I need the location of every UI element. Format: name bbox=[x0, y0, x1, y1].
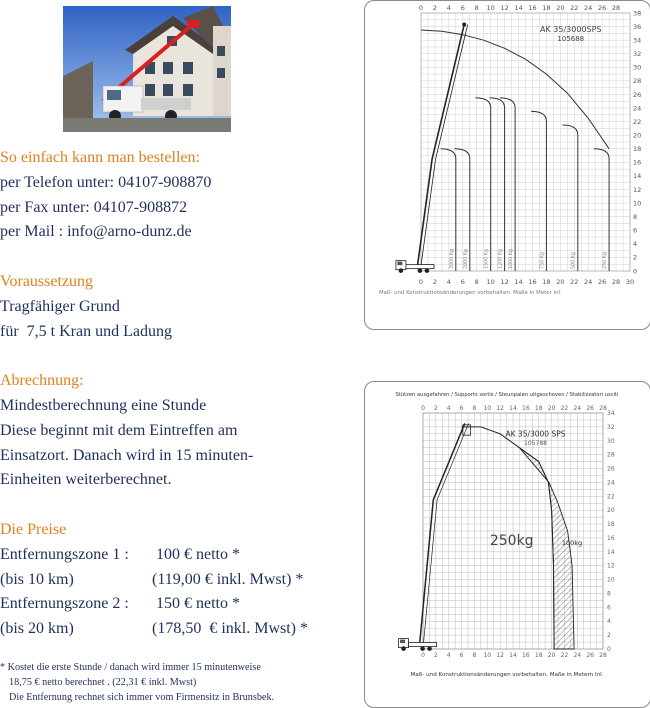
footnote-line3: Die Entfernung rechnet sich immer vom Firmensitz in Brunsbek. bbox=[9, 692, 275, 703]
chart-title: Stützen ausgefahren / Supports sortis / Steunpalen uitgeschoven / Stabilizzatori usciti bbox=[395, 392, 619, 398]
price-row-left: Entfernungszone 1 : bbox=[0, 545, 129, 563]
truck-wheel bbox=[420, 646, 425, 651]
x-top-tick-label: 6 bbox=[460, 4, 465, 12]
working-range-diagram-1-svg bbox=[365, 1, 650, 329]
price-row bbox=[0, 543, 355, 568]
y-tick-label: 2 bbox=[607, 632, 611, 640]
price-row-left: (bis 20 km) bbox=[0, 620, 74, 638]
load-label: 3000 Kg bbox=[449, 249, 455, 269]
y-tick-label: 14 bbox=[633, 172, 642, 181]
x-tick-label: 26 bbox=[597, 278, 607, 286]
model-label: AK 35/3000SPS bbox=[540, 25, 602, 35]
y-tick-label: 10 bbox=[607, 576, 615, 584]
x-tick-label: 14 bbox=[514, 278, 523, 286]
x-tick-label: 24 bbox=[584, 278, 593, 286]
x-tick-label: 12 bbox=[496, 652, 504, 659]
code-label: 105788 bbox=[524, 439, 547, 447]
x-top-tick-label: 2 bbox=[432, 4, 438, 12]
x-top-tick-label: 8 bbox=[474, 4, 479, 12]
x-top-tick-label: 14 bbox=[514, 4, 523, 12]
billing-line1: Mindestberechnung eine Stunde bbox=[0, 396, 207, 414]
x-tick-label: 22 bbox=[570, 278, 579, 286]
area-load-label: 250kg bbox=[489, 532, 534, 549]
x-top-tick-label: 12 bbox=[496, 405, 504, 412]
x-top-tick-label: 20 bbox=[547, 405, 556, 412]
truck-window bbox=[397, 262, 402, 266]
price-row-left: Entfernungszone 2 : bbox=[0, 595, 129, 613]
y-tick-label: 36 bbox=[633, 22, 642, 31]
load-label: 750 Kg bbox=[540, 252, 546, 269]
y-tick-label: 16 bbox=[607, 534, 615, 542]
code-label: 105688 bbox=[557, 34, 585, 43]
requirement-line1: Tragfähiger Grund bbox=[0, 297, 120, 315]
y-tick-label: 24 bbox=[607, 479, 615, 487]
y-tick-label: 38 bbox=[633, 9, 642, 18]
x-top-tick-label: 0 bbox=[421, 405, 425, 412]
working-range-diagram-2-svg bbox=[365, 382, 650, 707]
y-tick-label: 18 bbox=[607, 521, 615, 529]
prices-heading: Die Preise bbox=[0, 520, 67, 538]
x-top-tick-label: 10 bbox=[483, 405, 492, 412]
x-top-tick-label: 26 bbox=[586, 405, 594, 412]
y-tick-label: 6 bbox=[607, 604, 611, 612]
y-tick-label: 20 bbox=[607, 507, 615, 515]
x-top-tick-label: 20 bbox=[556, 4, 565, 12]
order-mail: per Mail : info@arno-dunz.de bbox=[0, 223, 192, 241]
x-tick-label: 8 bbox=[474, 278, 479, 286]
x-tick-label: 16 bbox=[522, 652, 530, 659]
y-tick-label: 16 bbox=[633, 158, 642, 167]
load-label: 1000 Kg bbox=[509, 249, 515, 269]
price-row bbox=[0, 617, 355, 642]
load-label: 1200 Kg bbox=[498, 249, 504, 269]
model-label: AK 35/3000 SPS bbox=[505, 429, 566, 439]
y-tick-label: 10 bbox=[633, 199, 642, 208]
x-tick-label: 10 bbox=[483, 652, 492, 659]
y-tick-label: 8 bbox=[633, 212, 638, 221]
price-row-right: 150 € netto * bbox=[156, 595, 240, 613]
y-tick-label: 0 bbox=[607, 646, 611, 653]
x-tick-label: 0 bbox=[418, 278, 424, 286]
order-phone: per Telefon unter: 04107-908870 bbox=[0, 173, 212, 191]
y-tick-label: 4 bbox=[607, 618, 611, 626]
x-top-tick-label: 16 bbox=[528, 4, 537, 12]
x-tick-label: 26 bbox=[586, 652, 594, 659]
y-tick-label: 12 bbox=[633, 185, 642, 194]
load-boundary bbox=[500, 98, 515, 271]
y-tick-label: 26 bbox=[633, 90, 642, 99]
price-row bbox=[0, 568, 355, 593]
x-top-tick-label: 26 bbox=[597, 4, 607, 12]
x-tick-label: 20 bbox=[556, 278, 565, 286]
footnote-line2: 18,75 € netto berechnet . (22,31 € inkl. Mwst) bbox=[9, 677, 197, 688]
x-top-tick-label: 22 bbox=[560, 405, 569, 412]
y-tick-label: 22 bbox=[633, 117, 642, 126]
truck-wheel bbox=[418, 268, 423, 273]
x-top-tick-label: 6 bbox=[459, 405, 464, 412]
y-tick-label: 34 bbox=[633, 36, 642, 45]
truck-wheel bbox=[425, 268, 430, 273]
x-top-tick-label: 4 bbox=[446, 4, 451, 12]
order-heading: So einfach kann man bestellen: bbox=[0, 149, 200, 166]
x-tick-label: 20 bbox=[547, 652, 556, 659]
x-top-tick-label: 14 bbox=[509, 405, 517, 412]
billing-line4: Einheiten weiterberechnet. bbox=[0, 471, 172, 489]
truck-bed bbox=[406, 265, 434, 269]
x-tick-label: 8 bbox=[472, 652, 477, 659]
y-tick-label: 28 bbox=[607, 451, 615, 459]
x-top-tick-label: 2 bbox=[433, 405, 438, 412]
truck-wheel bbox=[427, 646, 432, 651]
x-tick-label: 22 bbox=[560, 652, 569, 659]
x-tick-label: 6 bbox=[460, 278, 465, 286]
x-tick-label: 28 bbox=[611, 278, 621, 286]
edge-load-label: 100kg bbox=[561, 538, 583, 547]
x-top-tick-label: 12 bbox=[500, 4, 509, 12]
boom-tip bbox=[462, 23, 466, 27]
y-tick-label: 30 bbox=[633, 63, 642, 72]
price-row-right: 100 € netto * bbox=[156, 545, 240, 563]
x-top-tick-label: 18 bbox=[534, 405, 543, 412]
working-range-diagram-2 bbox=[364, 381, 650, 708]
billing-line2: Diese beginnt mit dem Eintreffen am bbox=[0, 421, 238, 439]
y-tick-label: 8 bbox=[607, 590, 611, 598]
y-tick-label: 20 bbox=[633, 131, 642, 140]
x-tick-label: 18 bbox=[542, 278, 551, 286]
y-tick-label: 34 bbox=[607, 410, 615, 417]
y-tick-label: 6 bbox=[633, 226, 638, 235]
truck-wheel bbox=[399, 268, 404, 273]
x-top-tick-label: 28 bbox=[599, 405, 607, 412]
truck-wheel bbox=[401, 646, 406, 651]
x-tick-label: 18 bbox=[534, 652, 543, 659]
y-tick-label: 28 bbox=[633, 77, 642, 86]
price-row-left: (bis 10 km) bbox=[0, 570, 74, 588]
y-tick-label: 24 bbox=[633, 104, 642, 113]
x-tick-label: 4 bbox=[446, 652, 451, 659]
x-tick-label: 6 bbox=[459, 652, 464, 659]
x-top-tick-label: 24 bbox=[584, 4, 593, 12]
requirement-line2: für 7,5 t Kran und Ladung bbox=[0, 322, 172, 340]
y-tick-label: 32 bbox=[633, 50, 642, 59]
truck-bed bbox=[409, 643, 437, 647]
x-tick-label: 10 bbox=[486, 278, 495, 286]
x-top-tick-label: 16 bbox=[522, 405, 530, 412]
load-boundary bbox=[489, 98, 504, 271]
y-tick-label: 0 bbox=[633, 267, 638, 276]
load-label: 2000 Kg bbox=[463, 249, 469, 269]
y-tick-label: 30 bbox=[607, 437, 615, 445]
x-tick-label: 12 bbox=[500, 278, 509, 286]
x-top-tick-label: 10 bbox=[486, 4, 495, 12]
price-row-right: (178,50 € inkl. Mwst) * bbox=[152, 620, 308, 638]
load-boundary bbox=[475, 98, 490, 271]
x-top-tick-label: 8 bbox=[472, 405, 477, 412]
x-tick-label: 28 bbox=[599, 652, 607, 659]
x-top-tick-label: 18 bbox=[542, 4, 551, 12]
footnote-line1: * Kostet die erste Stunde / danach wird immer 15 minutenweise bbox=[0, 662, 261, 673]
y-tick-label: 32 bbox=[607, 423, 615, 431]
y-tick-label: 26 bbox=[607, 465, 615, 473]
x-tick-label: 24 bbox=[573, 652, 582, 659]
y-tick-label: 14 bbox=[607, 548, 615, 556]
x-top-tick-label: 0 bbox=[418, 4, 424, 12]
x-tick-label: 2 bbox=[432, 278, 438, 286]
x-tick-label: 2 bbox=[433, 652, 438, 659]
x-tick-label: 14 bbox=[509, 652, 517, 659]
truck-photo bbox=[63, 6, 231, 132]
x-top-tick-label: 4 bbox=[446, 405, 451, 412]
x-top-tick-label: 28 bbox=[611, 4, 621, 12]
order-fax: per Fax unter: 04107-908872 bbox=[0, 198, 188, 216]
y-tick-label: 22 bbox=[607, 493, 615, 501]
info-text bbox=[0, 146, 355, 642]
requirement-heading: Voraussetzung bbox=[0, 272, 94, 290]
price-row bbox=[0, 592, 355, 617]
footer-note: Maß- und Konstruktionsänderungen vorbehalten. Maße in Metern Inl. bbox=[410, 672, 604, 678]
x-tick-label: 30 bbox=[625, 278, 635, 286]
x-top-tick-label: 24 bbox=[573, 405, 582, 412]
y-tick-label: 18 bbox=[633, 145, 642, 154]
load-label: 250 Kg bbox=[603, 252, 609, 269]
billing-line3: Einsatzort. Danach wird in 15 minuten- bbox=[0, 446, 254, 464]
truck-window bbox=[400, 640, 405, 644]
y-tick-label: 4 bbox=[633, 240, 638, 249]
y-tick-label: 2 bbox=[633, 253, 638, 262]
x-tick-label: 0 bbox=[421, 652, 425, 659]
load-label: 1500 Kg bbox=[484, 249, 490, 269]
footer-note: Maß- und Konstruktionsänderungen vorbehalten. Maße in Meter Inl. bbox=[379, 290, 562, 296]
y-tick-label: 12 bbox=[607, 562, 615, 570]
load-label: 500 Kg bbox=[571, 252, 577, 269]
x-tick-label: 16 bbox=[528, 278, 537, 286]
billing-heading: Abrechnung: bbox=[0, 372, 84, 390]
working-range-diagram-1 bbox=[364, 0, 650, 330]
load-boundary bbox=[562, 125, 577, 271]
x-tick-label: 4 bbox=[446, 278, 451, 286]
x-top-tick-label: 22 bbox=[570, 4, 579, 12]
footnote bbox=[0, 660, 355, 705]
price-row-right: (119,00 € inkl. Mwst) * bbox=[152, 570, 304, 588]
